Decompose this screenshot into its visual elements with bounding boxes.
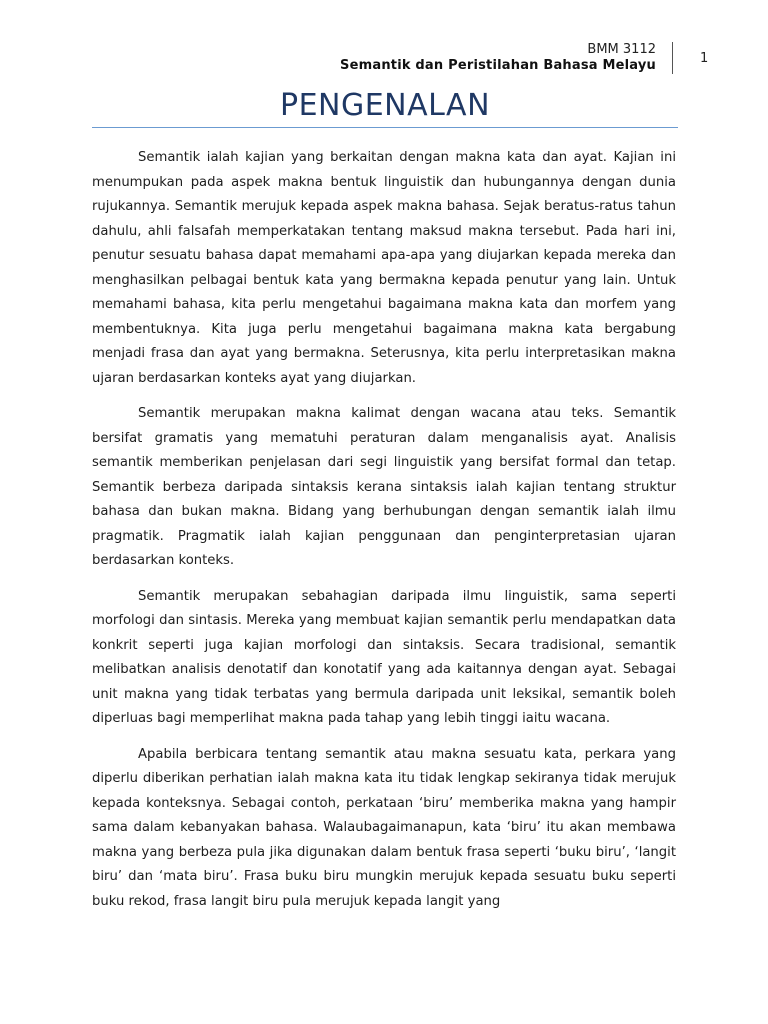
paragraph: Semantik merupakan makna kalimat dengan wacana atau teks. Semantik bersifat gramatis yang mematuhi peraturan dalam menganalisis ayat. Analisis semantik memberikan penjelasan dari segi linguistik yang bersifat formal dan tetap. Semantik berbeza daripada sintaksis kerana sintaksis ialah kajian tentang struktur bahasa dan bukan makna. Bidang yang berhubungan dengan semantik ialah ilmu pragmatik. Pragmatik ialah kajian penggunaan dan penginterpretasian ujaran berdasarkan konteks. (92, 406, 676, 568)
paragraph: Semantik merupakan sebahagian daripada ilmu linguistik, sama seperti morfologi dan sintasis. Mereka yang membuat kajian semantik perlu mendapatkan data konkrit seperti juga kajian morfologi dan sintaksis. Secara tradisional, semantik melibatkan analisis denotatif dan konotatif yang ada kaitannya dengan ayat. Sebagai unit makna yang tidak terbatas yang bermula daripada unit leksikal, semantik boleh diperluas bagi memperlihat makna pada tahap yang lebih tinggi iaitu wacana. (92, 588, 676, 726)
header-divider (672, 42, 673, 74)
body-text (92, 146, 676, 925)
course-code: BMM 3112 (587, 42, 656, 57)
paragraph: Apabila berbicara tentang semantik atau makna sesuatu kata, perkara yang diperlu diberikan perhatian ialah makna kata itu tidak lengkap sekiranya tidak merujuk kepada konteksnya. Sebagai contoh, perkataan ‘biru’ memberika makna yang hampir sama dalam kebanyakan bahasa. Walaubagaimanapun, kata ‘biru’ itu akan membawa makna yang berbeza pula jika digunakan dalam bentuk frasa seperti ‘buku biru’, ‘langit biru’ dan ‘mata biru’. Frasa buku biru mungkin merujuk kepada sesuatu buku seperti buku rekod, frasa langit biru pula merujuk kepada langit yang (92, 746, 676, 909)
paragraph: Semantik ialah kajian yang berkaitan dengan makna kata dan ayat. Kajian ini menumpukan pada aspek makna bentuk linguistik dan hubungannya dengan dunia rujukannya. Semantik merujuk kepada aspek makna bahasa. Sejak beratus-ratus tahun dahulu, ahli falsafah memperkatakan tentang maksud makna tersebut. Pada hari ini, penutur sesuatu bahasa dapat memahami apa-apa yang diujarkan kepada mereka dan menghasilkan pelbagai bentuk kata yang bermakna kepada penutur yang lain. Untuk memahami bahasa, kita perlu mengetahui bagaimana makna kata dan morfem yang membentuknya. Kita juga perlu mengetahui bagaimana makna kata bergabung menjadi frasa dan ayat yang bermakna. Seterusnya, kita perlu interpretasikan makna ujaran berdasarkan konteks ayat yang diujarkan. (92, 150, 676, 386)
page-number: 1 (700, 51, 709, 66)
running-header (340, 42, 664, 74)
course-title: Semantik dan Peristilahan Bahasa Melayu (340, 58, 656, 73)
section-heading: PENGENALAN (279, 88, 491, 123)
heading-underline (92, 127, 678, 128)
